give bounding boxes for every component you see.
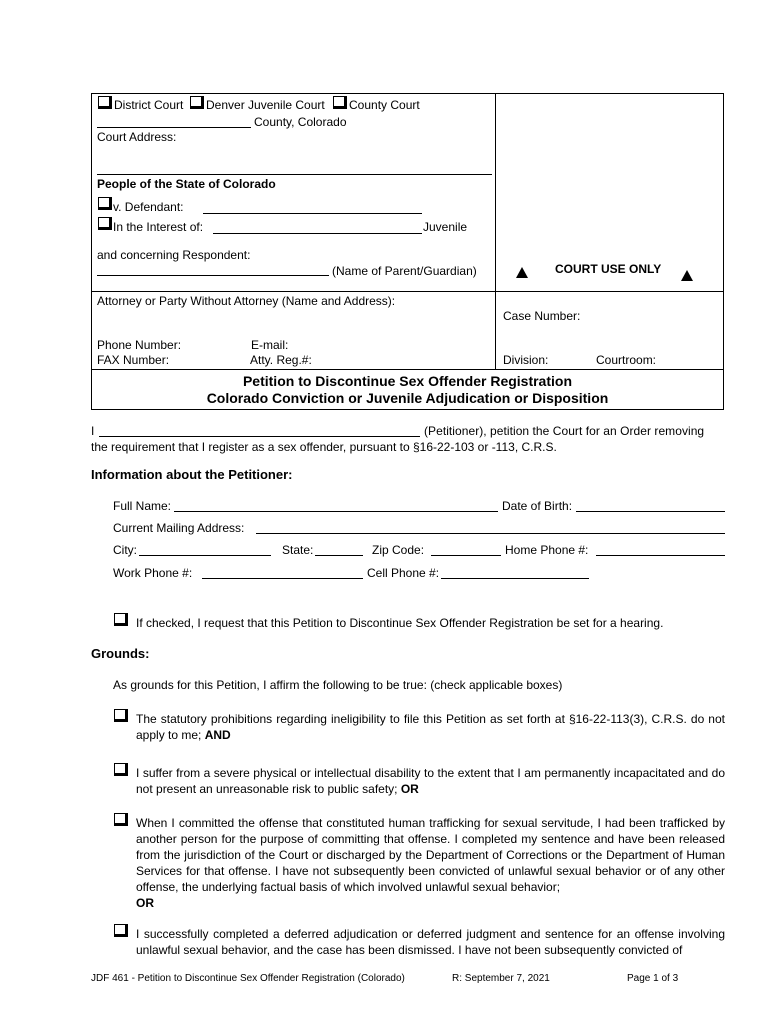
interest-field[interactable] bbox=[213, 233, 422, 234]
parent-label: (Name of Parent/Guardian) bbox=[332, 264, 477, 278]
ground-1-conjunction: AND bbox=[204, 728, 231, 742]
court-address-divider bbox=[97, 174, 492, 175]
title-line-1: Petition to Discontinue Sex Offender Registration bbox=[242, 373, 573, 389]
ground-2-text: I suffer from a severe physical or intellectual disability to the extent that I am permanently incapacitated and do not present an unreasonable risk to public safety; bbox=[136, 766, 725, 796]
interest-label: In the Interest of: bbox=[113, 220, 204, 234]
district-court-checkbox[interactable] bbox=[98, 96, 112, 109]
county-court-checkbox[interactable] bbox=[333, 96, 347, 109]
footer-page: Page 1 of 3 bbox=[627, 973, 679, 984]
city-label: City: bbox=[113, 543, 137, 557]
cell-phone-field[interactable] bbox=[441, 578, 589, 579]
court-use-only: COURT USE ONLY bbox=[555, 262, 662, 276]
division-label: Division: bbox=[503, 353, 549, 367]
state-label: State: bbox=[282, 543, 314, 557]
work-phone-label: Work Phone #: bbox=[113, 566, 193, 580]
title-line-2: Colorado Conviction or Juvenile Adjudication or Disposition bbox=[206, 390, 609, 406]
state-field[interactable] bbox=[315, 555, 363, 556]
attorney-label: Attorney or Party Without Attorney (Name and Address): bbox=[97, 294, 396, 308]
petitioner-name-field[interactable] bbox=[99, 436, 420, 437]
ground-3-text: When I committed the offense that constituted human trafficking for sexual servitude, I had been trafficked by another person for the purpose of committing that offense. I completed my sentence and have been released from the jurisdiction of the Court or discharged by the Department of Corrections or the Department of Human Services for that offense. I have not subsequently been convicted of unlawful sexual behavior or of any other offense, the underlying factual basis of which involved unlawful sexual behavior; bbox=[136, 816, 725, 894]
zip-field[interactable] bbox=[431, 555, 501, 556]
footer-revised: R: September 7, 2021 bbox=[452, 973, 550, 984]
grounds-heading: Grounds: bbox=[91, 646, 150, 661]
ground-1 bbox=[136, 711, 725, 743]
arrow-up-icon bbox=[516, 267, 528, 278]
ground-1-text: The statutory prohibitions regarding ineligibility to file this Petition as set forth at §16-22-113(3), C.R.S. do not apply to me; bbox=[136, 712, 725, 742]
county-suffix: County, Colorado bbox=[254, 115, 347, 129]
ground-1-checkbox[interactable] bbox=[114, 709, 128, 722]
ground-4 bbox=[136, 926, 725, 958]
intro-petitioner: (Petitioner), petition the Court for an Order removing bbox=[424, 424, 705, 438]
dob-label: Date of Birth: bbox=[502, 499, 573, 513]
footer-form: JDF 461 - Petition to Discontinue Sex Offender Registration (Colorado) bbox=[91, 973, 405, 984]
full-name-field[interactable] bbox=[174, 511, 498, 512]
info-heading: Information about the Petitioner: bbox=[91, 467, 293, 482]
court-address-label: Court Address: bbox=[97, 130, 177, 144]
hearing-checkbox[interactable] bbox=[114, 613, 128, 626]
zip-label: Zip Code: bbox=[372, 543, 425, 557]
ground-4-checkbox[interactable] bbox=[114, 924, 128, 937]
denver-juvenile-checkbox[interactable] bbox=[190, 96, 204, 109]
ground-2-conjunction: OR bbox=[400, 782, 419, 796]
courtroom-label: Courtroom: bbox=[596, 353, 657, 367]
parent-field[interactable] bbox=[97, 275, 329, 276]
city-field[interactable] bbox=[139, 555, 271, 556]
ground-3-checkbox[interactable] bbox=[114, 813, 128, 826]
home-phone-field[interactable] bbox=[596, 555, 725, 556]
phone-label: Phone Number: bbox=[97, 338, 182, 352]
juvenile-label: Juvenile bbox=[423, 220, 468, 234]
county-court-label: County Court bbox=[349, 98, 420, 112]
ground-3-conjunction: OR bbox=[136, 896, 154, 910]
denver-juvenile-label: Denver Juvenile Court bbox=[206, 98, 325, 112]
grounds-intro: As grounds for this Petition, I affirm the following to be true: (check applicable boxes) bbox=[113, 678, 563, 692]
fax-label: FAX Number: bbox=[97, 353, 170, 367]
intro-start: I bbox=[91, 424, 95, 438]
mailing-label: Current Mailing Address: bbox=[113, 521, 245, 535]
page-title bbox=[91, 373, 724, 407]
cell-phone-label: Cell Phone #: bbox=[367, 566, 440, 580]
ground-2-checkbox[interactable] bbox=[114, 763, 128, 776]
interest-checkbox[interactable] bbox=[98, 217, 112, 230]
email-label: E-mail: bbox=[251, 338, 289, 352]
defendant-field[interactable] bbox=[203, 213, 422, 214]
concerning-label: and concerning Respondent: bbox=[97, 248, 251, 262]
mailing-field[interactable] bbox=[256, 533, 725, 534]
case-number-label: Case Number: bbox=[503, 309, 581, 323]
home-phone-label: Home Phone #: bbox=[505, 543, 589, 557]
arrow-up-icon bbox=[681, 270, 693, 281]
work-phone-field[interactable] bbox=[202, 578, 363, 579]
atty-reg-label: Atty. Reg.#: bbox=[250, 353, 312, 367]
county-name-field[interactable] bbox=[97, 127, 251, 128]
defendant-label: v. Defendant: bbox=[113, 200, 184, 214]
people-label: People of the State of Colorado bbox=[97, 177, 276, 191]
ground-2 bbox=[136, 765, 725, 797]
defendant-checkbox[interactable] bbox=[98, 197, 112, 210]
intro-line-2: the requirement that I register as a sex offender, pursuant to §16-22-103 or -113, C.R.S. bbox=[91, 440, 557, 454]
hearing-text: If checked, I request that this Petition to Discontinue Sex Offender Registration be set for a hearing. bbox=[136, 616, 664, 630]
ground-3 bbox=[136, 815, 725, 911]
ground-4-text: I successfully completed a deferred adjudication or deferred judgment and sentence for an offense involving unlawful sexual behavior, and the case has been dismissed. I have not been subsequently convicted of bbox=[136, 927, 725, 957]
dob-field[interactable] bbox=[576, 511, 725, 512]
full-name-label: Full Name: bbox=[113, 499, 172, 513]
district-court-label: District Court bbox=[114, 98, 184, 112]
